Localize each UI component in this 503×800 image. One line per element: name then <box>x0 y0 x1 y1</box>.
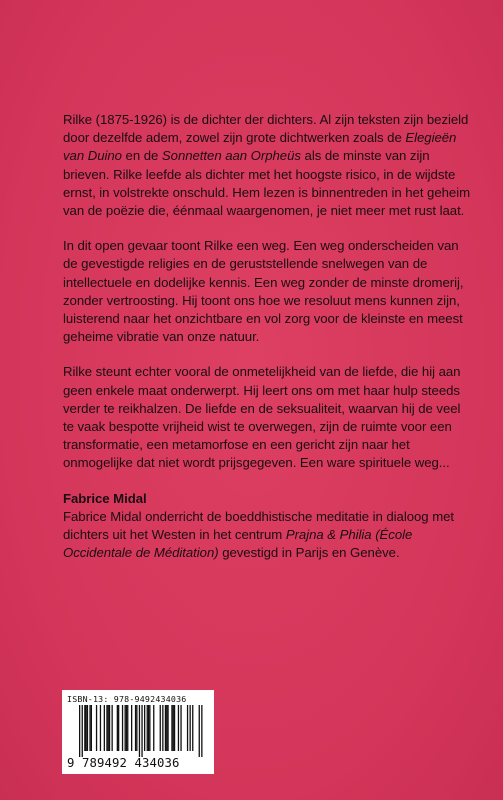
barcode-bar <box>141 705 142 757</box>
barcode-bar <box>187 705 188 751</box>
barcode-bar <box>100 705 101 751</box>
barcode-bar <box>82 705 83 757</box>
barcode-bar <box>118 705 119 751</box>
paragraph-2: In dit open gevaar toont Rilke een weg. Een weg onderscheiden van de gevestigde religies en de geruststellende snelwegen van de intellectuele en dodelijke kennis. Een weg zonder de minste dromerij, zonder vertroosting. Hij toont ons hoe we resoluut mens kunnen zijn, luisterend naar het onzichtbare en vol zorg voor de kleinste en meest geheime vibratie van onze natuur. <box>63 238 464 345</box>
blurb-text <box>63 111 473 579</box>
paragraph-3: Rilke steunt echter vooral de onmetelijkheid van de liefde, die hij aan geen enkele maat onderwerpt. Hij leert ons om met haar hulp steeds verder te reikhalzen. De liefde en de seksualiteit, waarvan hij de veel te vaak bespotte vrijheid wist te overwegen, zijn de ruimte voor een transformatie, een metamorfose en een gericht zijn naar het onmogelijke dat niet wordt prijsgegeven. Een ware spirituele weg... <box>63 364 461 471</box>
barcode-bar <box>173 705 174 751</box>
barcode-bar <box>174 705 175 751</box>
author-name: Fabrice Midal <box>63 490 147 506</box>
barcode-bar <box>144 705 145 751</box>
barcode-bar <box>84 705 85 751</box>
paragraph-1-text-c: en de <box>121 148 162 164</box>
barcode-bar <box>131 705 132 751</box>
barcode-digits: 9 789492 434036 <box>67 756 180 770</box>
barcode-bars <box>67 705 209 757</box>
barcode-bar <box>160 705 161 751</box>
paragraph-1 <box>63 111 473 220</box>
isbn-barcode <box>62 690 214 774</box>
barcode-bar <box>112 705 113 751</box>
barcode-bar <box>89 705 90 751</box>
barcode-bar <box>127 705 128 751</box>
paragraph-1-text-e: als de minste van zijn brieven. Rilke leefde als dichter met het hoogste risico, in de wijdste ernst, in volstrekte onschuld. Hem lezen is binnentreden in het geheim van de poëzie die, éénmaal waargenomen, je niet meer met rust laat. <box>63 148 471 219</box>
barcode-bar <box>165 705 166 751</box>
barcode-bar <box>192 705 193 751</box>
barcode-bar <box>178 705 179 751</box>
barcode-bar <box>166 705 167 751</box>
barcode-bar <box>96 705 97 751</box>
title-elegieen: Elegieën van Duino <box>63 130 457 164</box>
barcode-bar <box>171 705 172 751</box>
author-bio-c: gevestigd in Parijs en Genève. <box>218 545 400 561</box>
barcode-bar <box>190 705 191 751</box>
barcode-bar <box>87 705 88 751</box>
barcode-bar <box>149 705 150 751</box>
barcode-bar <box>104 705 105 751</box>
barcode-bar <box>91 705 92 751</box>
barcode-bar <box>106 705 107 751</box>
barcode-bar <box>135 705 136 751</box>
barcode-bar <box>139 705 140 757</box>
author-section <box>63 490 473 563</box>
barcode-bar <box>180 705 181 751</box>
barcode-bar <box>109 705 110 751</box>
barcode-bar <box>162 705 163 751</box>
barcode-bar <box>167 705 168 751</box>
barcode-bar <box>86 705 87 751</box>
barcode-bar <box>153 705 154 751</box>
barcode-bar <box>79 705 80 757</box>
barcode-bar <box>122 705 123 751</box>
barcode-bar <box>108 705 109 751</box>
barcode-bar <box>147 705 148 751</box>
barcode-bar <box>199 705 200 757</box>
author-bio-a: Fabrice Midal onderricht de boeddhistische meditatie in dialoog met dichters uit het Westen in het centrum <box>63 508 455 543</box>
barcode-bar <box>117 705 118 751</box>
paragraph-1-text-a: Rilke (1875-1926) is de dichter der dichters. Al zijn teksten zijn bezield door dezelfde adem, zowel zijn grote dichtwerken zoals de <box>63 112 469 146</box>
author-bio-center: Prajna & Philia (École Occidentale de Méditation) <box>63 527 413 561</box>
barcode-bar <box>201 705 202 757</box>
barcode-bar <box>136 705 137 751</box>
barcode-bar <box>148 705 149 751</box>
barcode-bar <box>126 705 127 751</box>
isbn-label: ISBN-13: 978-9492434036 <box>67 694 187 704</box>
barcode-bar <box>125 705 126 751</box>
title-sonnetten: Sonnetten aan Orpheüs <box>161 148 301 164</box>
